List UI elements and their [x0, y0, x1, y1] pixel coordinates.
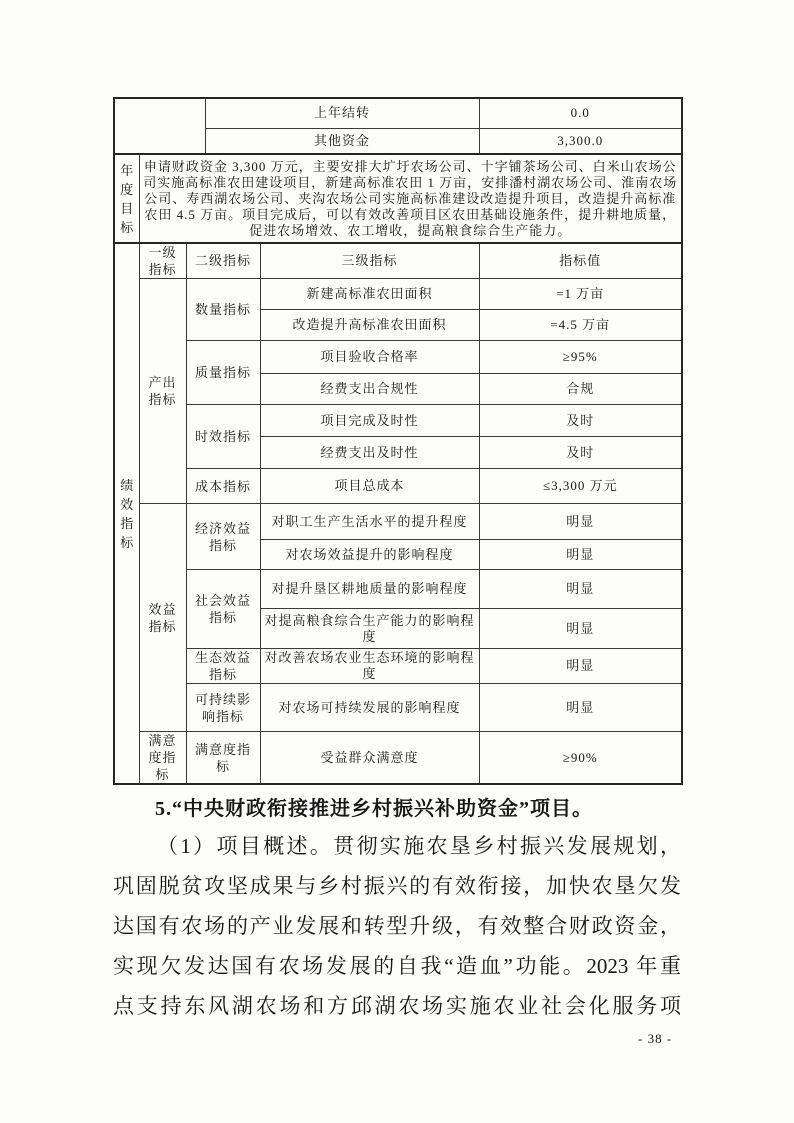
value-cell: ≥95% — [479, 341, 682, 374]
perf-header-row — [114, 243, 682, 279]
level1-cell: 满意度指标 — [139, 732, 186, 785]
perf-row — [114, 570, 682, 609]
level2-cell: 经济效益指标 — [186, 504, 260, 570]
value-cell: =4.5 万亩 — [479, 310, 682, 341]
level2-cell: 社会效益指标 — [186, 570, 260, 649]
level1-cell: 效益指标 — [139, 504, 186, 732]
level3-cell: 对农场可持续发展的影响程度 — [260, 684, 479, 732]
page-content — [113, 97, 681, 1026]
perf-row — [114, 732, 682, 785]
perf-section-label: 绩效指标 — [120, 477, 134, 550]
annual-goal-label-cell — [114, 154, 139, 243]
empty-cell — [114, 98, 205, 154]
col-header-value: 指标值 — [479, 243, 682, 279]
table-row — [114, 98, 682, 128]
level3-cell: 对农场效益提升的影响程度 — [260, 540, 479, 570]
section-paragraph — [113, 826, 681, 1026]
page-number: - 38 - — [638, 1031, 673, 1046]
perf-row — [114, 469, 682, 504]
value-cell: 合规 — [479, 374, 682, 405]
value-cell: 明显 — [479, 540, 682, 570]
funding-value: 0.0 — [479, 98, 682, 128]
col-header-level1: 一级指标 — [139, 243, 186, 279]
paragraph-line: 点支持东风湖农场和方邱湖农场实施农业社会化服务项 — [113, 994, 681, 1018]
perf-row — [114, 341, 682, 374]
level2-cell: 成本指标 — [186, 469, 260, 504]
level1-cell: 产出指标 — [139, 279, 186, 504]
annual-goal-row — [114, 154, 682, 243]
paragraph-line: 实现欠发达国有农场发展的自我“造血”功能。2023 年重 — [113, 954, 681, 978]
section-heading: 5.“中央财政衔接推进乡村振兴补助资金”项目。 — [155, 798, 593, 820]
level3-cell: 改造提升高标准农田面积 — [260, 310, 479, 341]
level3-cell: 对改善农场农业生态环境的影响程度 — [260, 649, 479, 684]
level3-cell: 项目完成及时性 — [260, 405, 479, 437]
level2-cell: 质量指标 — [186, 341, 260, 405]
value-cell: 明显 — [479, 684, 682, 732]
level2-cell: 生态效益指标 — [186, 649, 260, 684]
budget-performance-table — [113, 97, 683, 785]
level3-cell: 项目验收合格率 — [260, 341, 479, 374]
level3-cell: 对提升垦区耕地质量的影响程度 — [260, 570, 479, 609]
value-cell: =1 万亩 — [479, 279, 682, 310]
level2-cell: 时效指标 — [186, 405, 260, 469]
perf-row — [114, 279, 682, 310]
perf-row — [114, 684, 682, 732]
value-cell: 明显 — [479, 570, 682, 609]
value-cell: ≥90% — [479, 732, 682, 785]
perf-section-label-cell — [114, 243, 139, 784]
funding-value: 3,300.0 — [479, 128, 682, 154]
value-cell: 及时 — [479, 437, 682, 469]
annual-goal-label: 年度目标 — [120, 162, 134, 235]
paragraph-line: 巩固脱贫攻坚成果与乡村振兴的有效衔接，加快农垦欠发 — [113, 874, 681, 898]
level2-cell: 数量指标 — [186, 279, 260, 341]
value-cell: 明显 — [479, 649, 682, 684]
perf-row — [114, 504, 682, 540]
level3-cell: 项目总成本 — [260, 469, 479, 504]
level3-cell: 受益群众满意度 — [260, 732, 479, 785]
level3-cell: 经费支出合规性 — [260, 374, 479, 405]
col-header-level3: 三级指标 — [260, 243, 479, 279]
value-cell: 明显 — [479, 504, 682, 540]
value-cell: 及时 — [479, 405, 682, 437]
paragraph-line: 达国有农场的产业发展和转型升级，有效整合财政资金， — [113, 914, 681, 938]
funding-label: 其他资金 — [205, 128, 479, 154]
perf-row — [114, 649, 682, 684]
perf-row — [114, 405, 682, 437]
level3-cell: 对提高粮食综合生产能力的影响程度 — [260, 609, 479, 649]
level2-cell: 可持续影响指标 — [186, 684, 260, 732]
level3-cell: 新建高标准农田面积 — [260, 279, 479, 310]
paragraph-line: （1）项目概述。贯彻实施农垦乡村振兴发展规划， — [157, 834, 681, 858]
funding-label: 上年结转 — [205, 98, 479, 128]
annual-goal-text: 申请财政资金 3,300 万元，主要安排大圹圩农场公司、十字铺茶场公司、白米山农场公司实施高标准农田建设项目，新建高标准农田 1 万亩，安排潘村湖农场公司、淮南农场公司、寿西湖农场公司、夹沟农场公司实施高标准建设改造提升项目，改造提升高标准农田 4.5 万亩。项目完成后，可以有效改善项目区农田基础设施条件，提升耕地质量，促进农场增效、农工增收，提高粮食综合生产能力。 — [139, 154, 682, 243]
col-header-level2: 二级指标 — [186, 243, 260, 279]
value-cell: ≤3,300 万元 — [479, 469, 682, 504]
level2-cell: 满意度指标 — [186, 732, 260, 785]
level3-cell: 经费支出及时性 — [260, 437, 479, 469]
level3-cell: 对职工生产生活水平的提升程度 — [260, 504, 479, 540]
value-cell: 明显 — [479, 609, 682, 649]
